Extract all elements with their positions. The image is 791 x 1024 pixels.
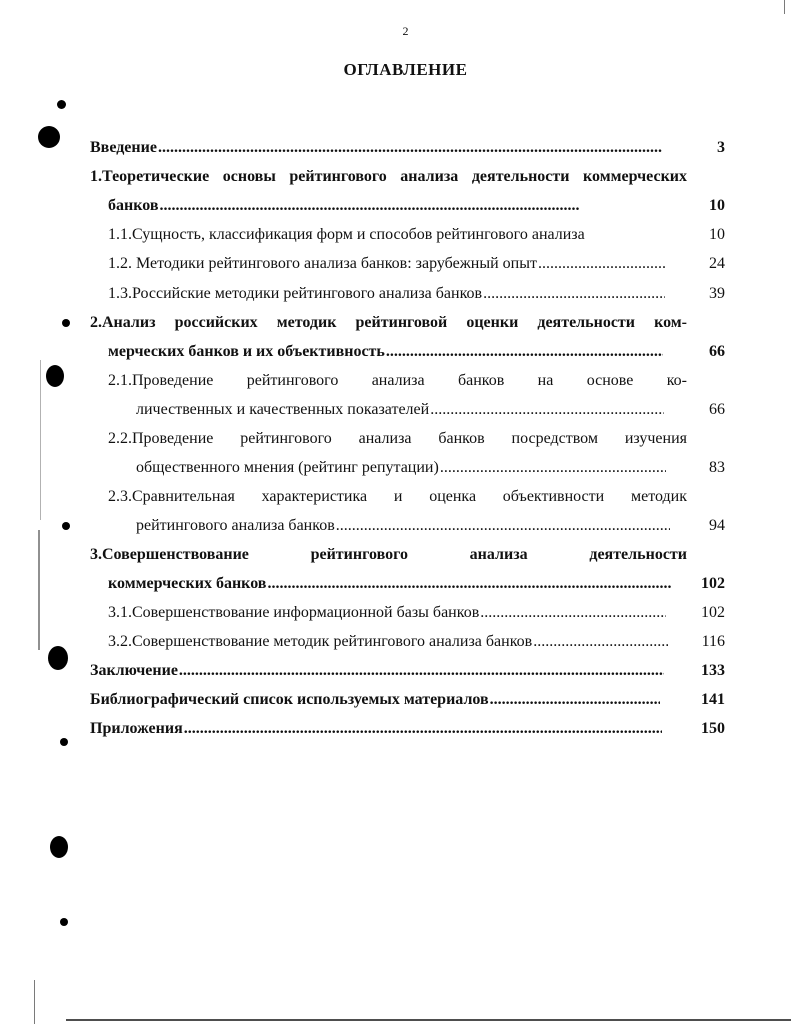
toc-page-number: 141 xyxy=(701,691,725,708)
toc-entry-text: банков xyxy=(108,197,159,214)
toc-entry-chapter-3[interactable] xyxy=(108,573,672,595)
toc-entry-chapter-3-line1[interactable] xyxy=(90,544,687,566)
toc-entry-section-3-1[interactable] xyxy=(108,602,666,624)
toc-page-number: 3 xyxy=(717,139,725,156)
scan-edge-line xyxy=(34,980,35,1024)
toc-page-number: 133 xyxy=(701,662,725,679)
toc-leader-dots xyxy=(483,283,665,305)
toc-entry-text: общественного мнения (рейтинг репутации) xyxy=(136,459,439,476)
toc-entry-text: 1.Теоретические основы рейтингового анализа деятельности коммерческих xyxy=(90,168,687,185)
toc-entry-bibliography[interactable] xyxy=(90,689,660,711)
punch-hole xyxy=(60,918,68,926)
toc-entry-chapter-2[interactable] xyxy=(108,341,663,363)
toc-entry-text: 1.3.Российские методики рейтингового анализа банков xyxy=(108,285,483,302)
toc-entry-chapter-1[interactable] xyxy=(108,195,580,217)
toc-entry-text: 2.Анализ российских методик рейтинговой оценки деятельности ком- xyxy=(90,314,687,331)
toc-leader-dots xyxy=(159,195,580,217)
toc-entry-chapter-2-line1[interactable] xyxy=(90,312,687,334)
toc-entry-text: 2.2.Проведение рейтингового анализа банков посредством изучения xyxy=(108,430,687,447)
page-title: ОГЛАВЛЕНИЕ xyxy=(343,60,468,79)
toc-entry-text: рейтингового анализа банков xyxy=(136,517,335,534)
toc-entry-introduction[interactable] xyxy=(90,137,662,159)
toc-entry-text: 1.1.Сущность, классификация форм и способов рейтингового анализа xyxy=(108,226,585,243)
toc-page-number: 102 xyxy=(701,604,725,621)
toc-entry-text: 2.1.Проведение рейтингового анализа банков на основе ко- xyxy=(108,372,687,389)
toc-leader-dots xyxy=(267,573,672,595)
punch-hole xyxy=(48,646,68,670)
toc-entry-text: 3.1.Совершенствование информационной базы банков xyxy=(108,604,480,621)
toc-entry-text: 3.Совершенствование рейтингового анализа деятельности xyxy=(90,546,687,563)
toc-entry-section-2-1-line1[interactable] xyxy=(108,370,687,392)
toc-entry-text: Приложения xyxy=(90,720,183,737)
toc-entry-chapter-1-line1[interactable] xyxy=(90,166,687,188)
toc-page-number: 150 xyxy=(701,720,725,737)
toc-page-number: 66 xyxy=(709,401,725,418)
toc-leader-dots xyxy=(533,631,668,653)
toc-page-number: 10 xyxy=(709,226,725,243)
toc-entry-section-1-1[interactable] xyxy=(108,224,673,246)
toc-entry-text: коммерческих банков xyxy=(108,575,267,592)
toc-entry-section-3-2[interactable] xyxy=(108,631,668,653)
scan-edge-line xyxy=(38,530,40,650)
toc-page-number: 24 xyxy=(709,255,725,272)
toc-page-number: 116 xyxy=(701,633,725,650)
toc-entry-section-1-3[interactable] xyxy=(108,283,665,305)
toc-leader-dots xyxy=(490,689,660,711)
toc-entry-text: 3.2.Совершенствование методик рейтингового анализа банков xyxy=(108,633,533,650)
toc-page-number: 66 xyxy=(709,343,725,360)
toc-leader-dots xyxy=(184,718,662,740)
toc-leader-dots xyxy=(440,457,666,479)
toc-entry-appendices[interactable] xyxy=(90,718,662,740)
toc-leader-dots xyxy=(336,515,670,537)
toc-entry-section-2-2-line1[interactable] xyxy=(108,428,687,450)
toc-entry-text: 2.3.Сравнительная характеристика и оценка объективности методик xyxy=(108,488,687,505)
toc-entry-text: Введение xyxy=(90,139,157,156)
toc-page-number: 10 xyxy=(709,197,725,214)
toc-entry-section-2-3[interactable] xyxy=(136,515,670,537)
toc-entry-section-2-2[interactable] xyxy=(136,457,666,479)
scan-edge-line xyxy=(784,0,785,14)
toc-entry-text: Библиографический список используемых материалов xyxy=(90,691,489,708)
toc-leader-dots xyxy=(480,602,666,624)
punch-hole xyxy=(62,319,70,327)
toc-entry-section-2-1[interactable] xyxy=(136,399,664,421)
toc-leader-dots xyxy=(179,660,664,682)
toc-page-number: 39 xyxy=(709,285,725,302)
punch-hole xyxy=(62,522,70,530)
page-number: 2 xyxy=(402,24,409,38)
toc-entry-conclusion[interactable] xyxy=(90,660,664,682)
toc-entry-section-2-3-line1[interactable] xyxy=(108,486,687,508)
punch-hole xyxy=(60,738,68,746)
toc-entry-text: Заключение xyxy=(90,662,178,679)
toc-leader-dots xyxy=(386,341,663,363)
toc-page-number: 83 xyxy=(709,459,725,476)
punch-hole xyxy=(38,126,60,148)
toc-leader-dots xyxy=(538,253,665,275)
toc-entry-section-1-2[interactable] xyxy=(108,253,665,275)
scan-bottom-edge xyxy=(66,1019,791,1021)
scan-edge-line xyxy=(40,360,41,520)
toc-entry-text: личественных и качественных показателей xyxy=(136,401,430,418)
toc-leader-dots xyxy=(430,399,664,421)
toc-page-number: 94 xyxy=(709,517,725,534)
toc-page-number: 102 xyxy=(701,575,725,592)
toc-entry-text: 1.2. Методики рейтингового анализа банков: зарубежный опыт xyxy=(108,255,537,272)
punch-hole xyxy=(57,100,66,109)
punch-hole xyxy=(46,365,64,387)
toc-entry-text: мерческих банков и их объективность xyxy=(108,343,385,360)
punch-hole xyxy=(50,836,68,858)
toc-leader-dots xyxy=(158,137,662,159)
